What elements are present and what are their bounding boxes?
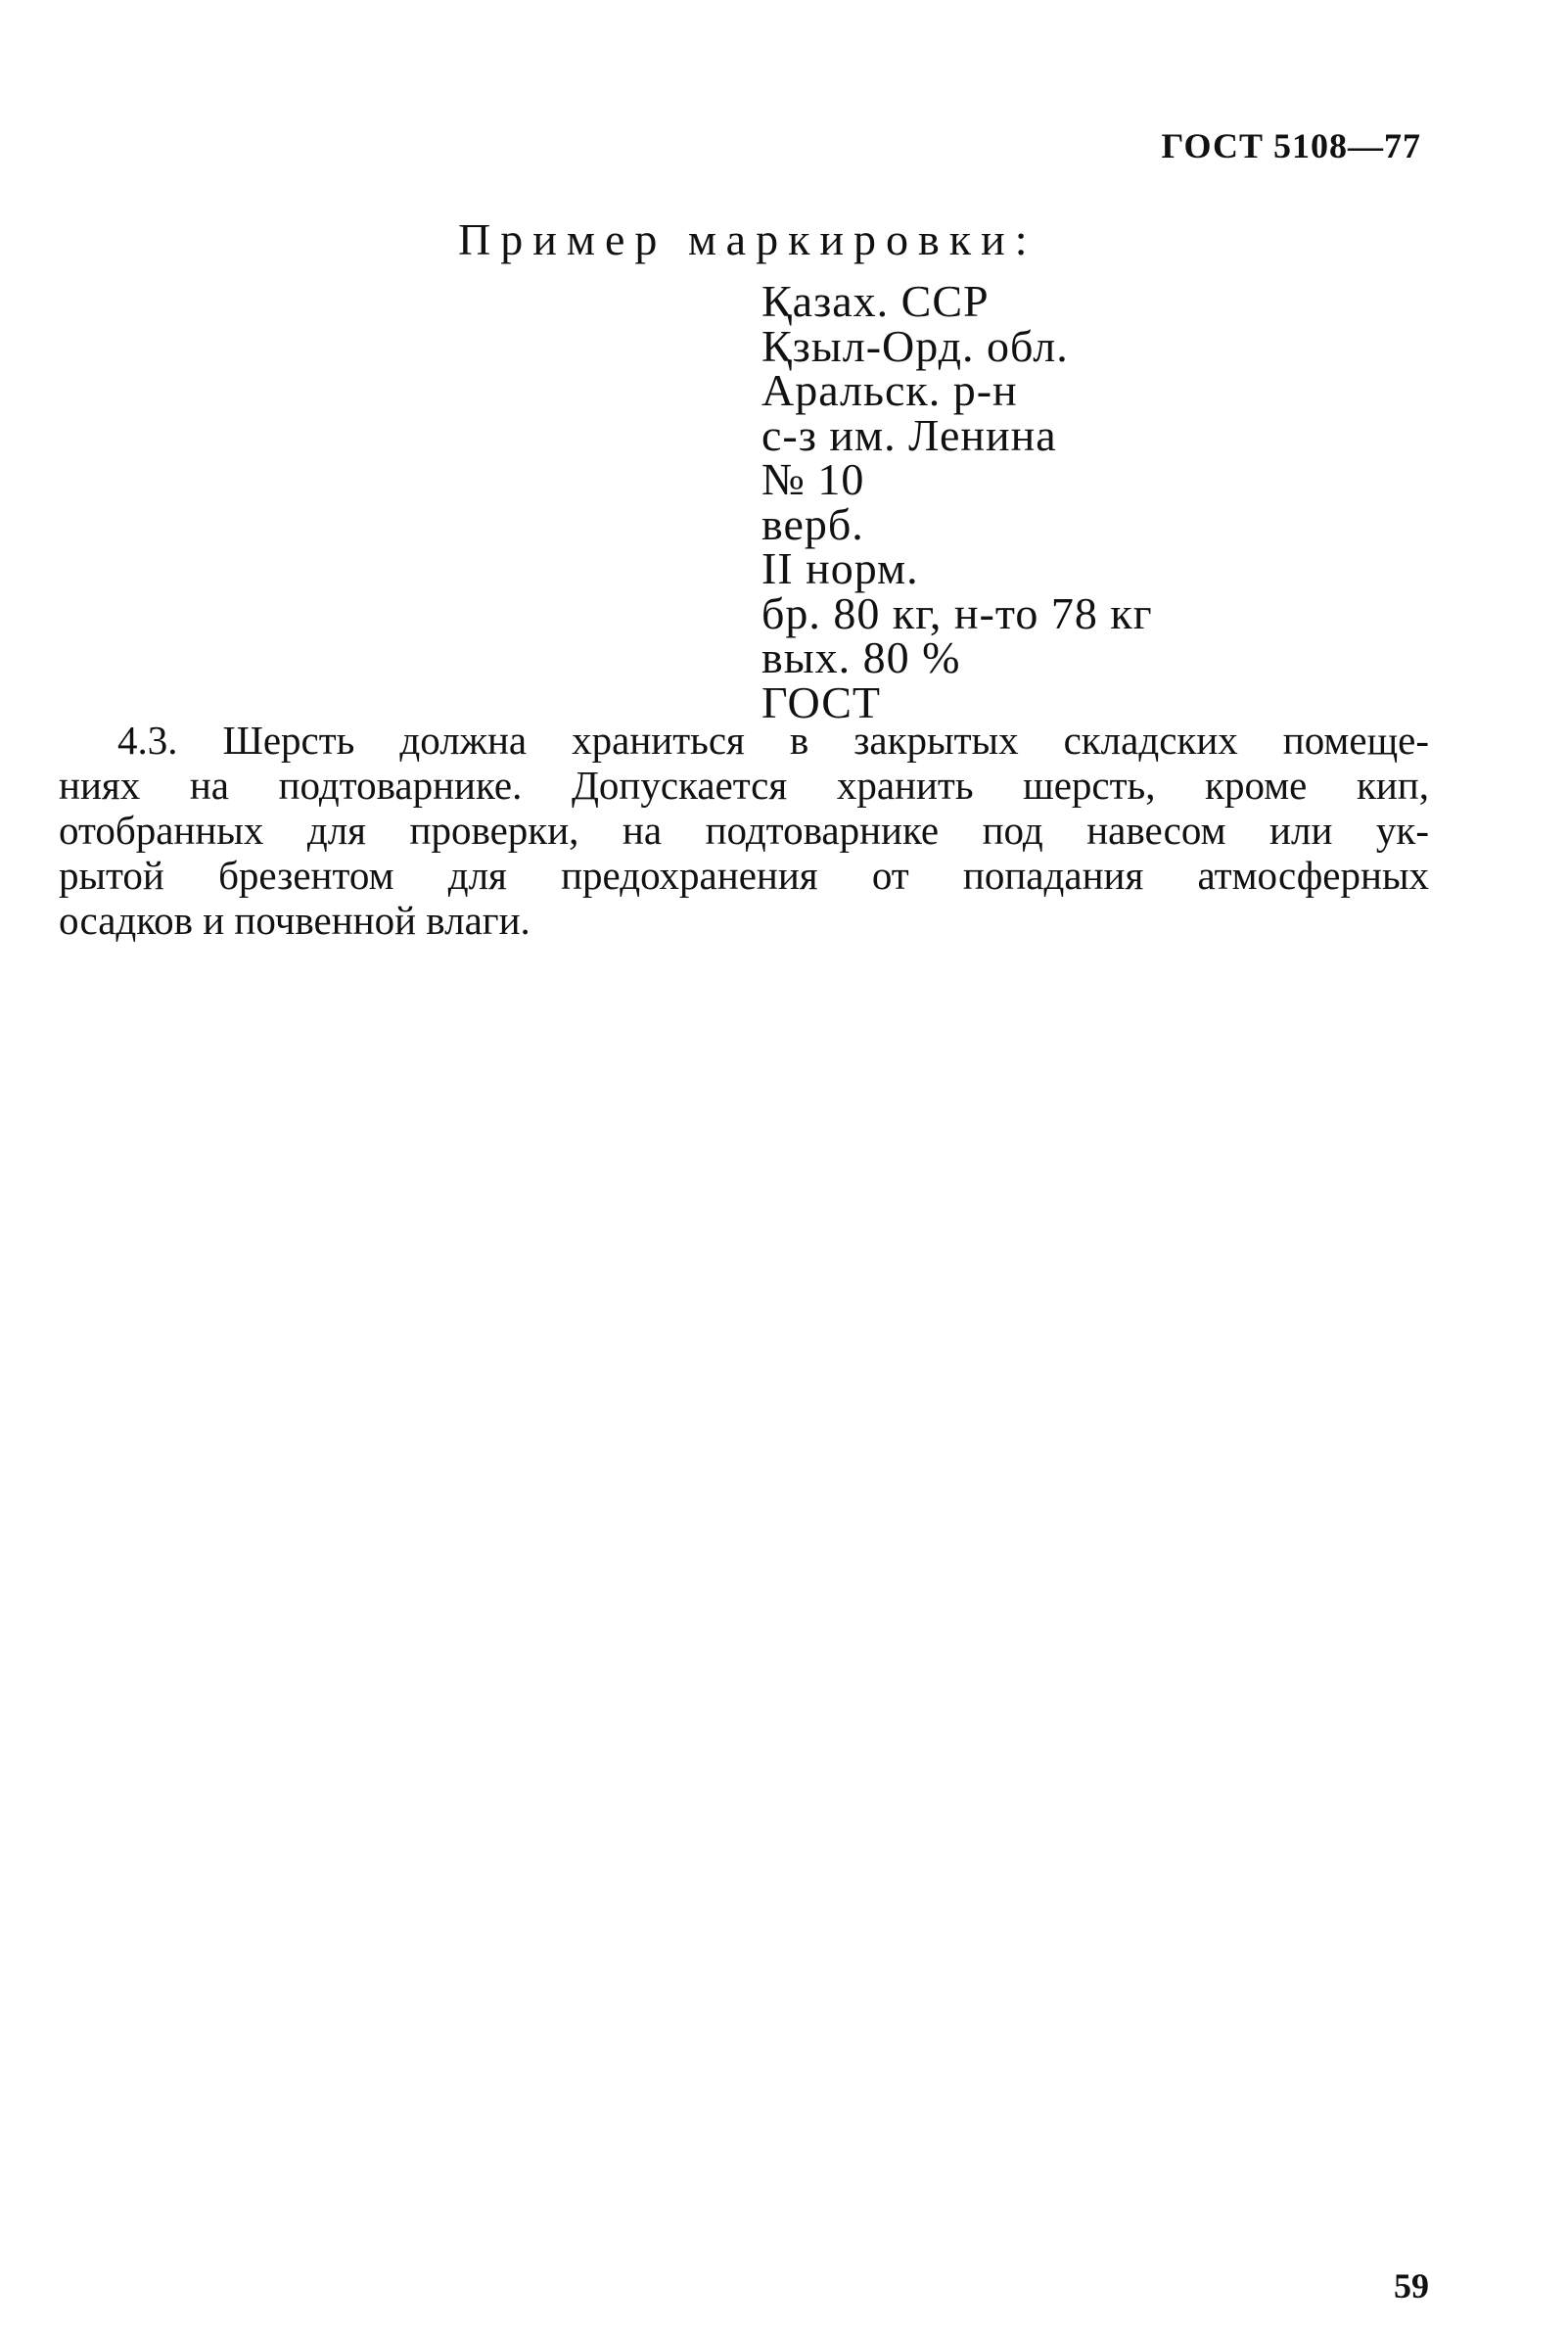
paragraph-line: 4.3. Шерсть должна храниться в закрытых складских помеще- (117, 718, 1429, 763)
marking-line: Аральск. р-н (761, 365, 1018, 415)
marking-example-title: Пример маркировки: (458, 214, 1038, 264)
marking-line: II норм. (761, 543, 919, 593)
marking-line: вых. 80 % (761, 632, 961, 682)
marking-line: бр. 80 кг, н-то 78 кг (761, 587, 1153, 638)
page-number: 59 (1394, 2266, 1429, 2305)
marking-line: ГОСТ (761, 676, 882, 727)
marking-line: № 10 (761, 454, 865, 504)
marking-line: с-з им. Ленина (761, 409, 1057, 460)
marking-line: верб. (761, 498, 864, 549)
storage-paragraph (59, 718, 1429, 943)
marking-line: Қзыл-Орд. обл. (761, 320, 1069, 371)
paragraph-line: ниях на подтоварнике. Допускается хранить шерсть, кроме кип, (59, 763, 1429, 808)
marking-line: Қазах. ССР (761, 276, 990, 326)
paragraph-line: отобранных для проверки, на подтоварнике под навесом или ук- (59, 808, 1429, 853)
marking-example-list (761, 276, 1153, 727)
paragraph-line: рытой брезентом для предохранения от попадания атмосферных (59, 853, 1429, 898)
document-code-header: ГОСТ 5108—77 (1161, 126, 1421, 165)
paragraph-line: осадков и почвенной влаги. (59, 898, 530, 943)
